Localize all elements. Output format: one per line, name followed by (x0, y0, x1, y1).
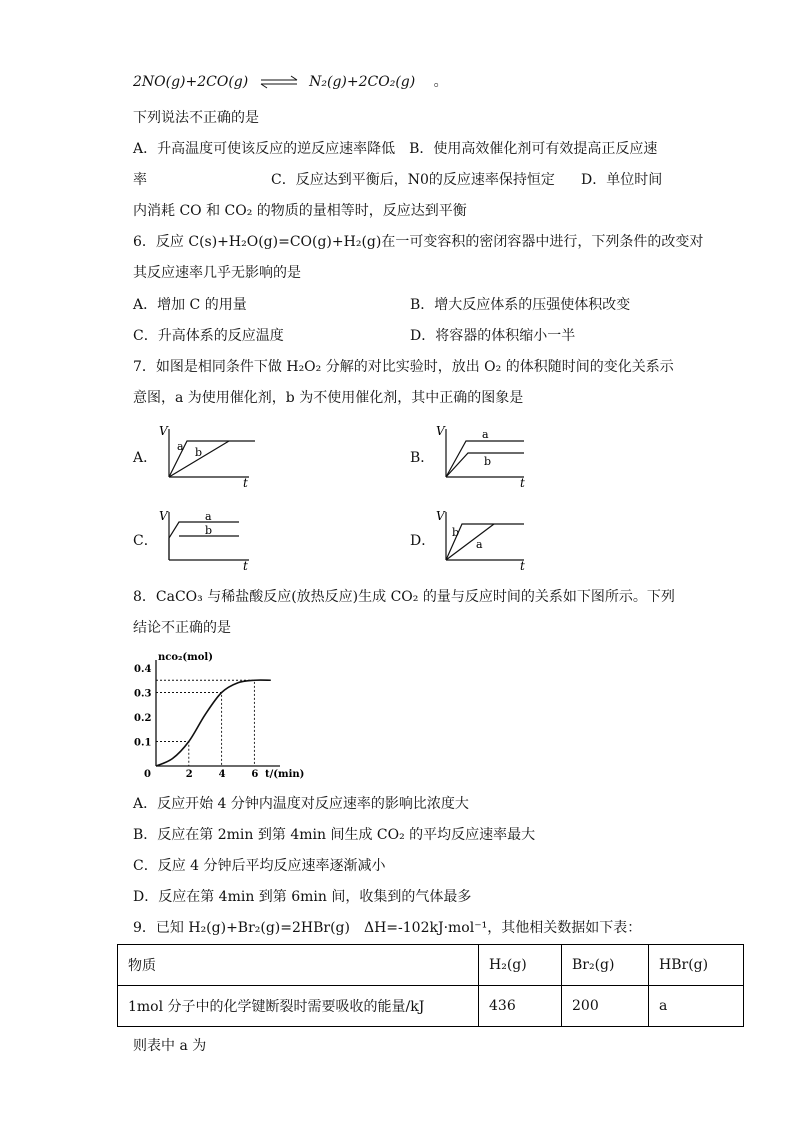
curve-label-a: a (482, 428, 489, 441)
equilibrium-arrow-icon (259, 75, 299, 89)
q8-option-d: D．反应在第 4min 到第 6min 间，收集到的气体最多 (133, 889, 472, 905)
chart-y-tick-label: 0.1 (134, 737, 152, 749)
axis-x-label: t (243, 559, 248, 572)
curve-label-a: a (476, 538, 483, 551)
q7-graph-c (153, 506, 263, 572)
table-cell: 436 (479, 986, 562, 1027)
table-header-cell: H₂(g) (479, 945, 562, 986)
q6-stem1: 6．反应 C(s)+H₂O(g)=CO(g)+H₂(g)在一可变容积的密闭容器中进行，下列条件的改变对 (133, 234, 704, 250)
table-header-cell: 物质 (118, 945, 479, 986)
table-cell: 200 (562, 986, 649, 1027)
equilibrium-equation (133, 71, 448, 91)
axis-y-label: V (159, 424, 168, 438)
q7-stem2: 意图，a 为使用催化剂，b 为不使用催化剂，其中正确的图象是 (133, 390, 524, 406)
q8-option-b: B．反应在第 2min 到第 4min 间生成 CO₂ 的平均反应速率最大 (133, 827, 536, 843)
q7-option-b-label: B． (410, 450, 435, 466)
axis-y-label: V (436, 509, 445, 523)
q6-stem2: 其反应速率几乎无影响的是 (133, 265, 301, 281)
q8-chart (130, 646, 310, 784)
q8-option-c: C．反应 4 分钟后平均反应速率逐渐减小 (133, 858, 386, 874)
q6-option-d: D．将容器的体积缩小一半 (410, 328, 576, 344)
table-header-cell: Br₂(g) (562, 945, 649, 986)
q6-option-b: B．增大反应体系的压强使体积改变 (410, 297, 631, 313)
q6-option-c: C．升高体系的反应温度 (133, 328, 284, 344)
bond-energy-table (117, 944, 744, 1027)
q5-stem: 下列说法不正确的是 (133, 110, 259, 126)
q8-stem2: 结论不正确的是 (133, 620, 231, 636)
chart-x-tick-label: 4 (218, 769, 226, 780)
equation-tail: 。 (433, 74, 448, 90)
q8-option-a: A．反应开始 4 分钟内温度对反应速率的影响比浓度大 (133, 796, 469, 812)
chart-x-label: t/(min) (265, 769, 305, 780)
chart-x-tick-label: 0 (144, 769, 151, 780)
chart-x-tick-label: 6 (251, 769, 259, 780)
equation-left: 2NO(g)+2CO(g) (133, 74, 249, 90)
q5-line2b: C．反应达到平衡后，N0的反应速率保持恒定 (271, 172, 555, 188)
chart-guide-line (156, 742, 189, 767)
chart-y-label: nco₂(mol) (158, 652, 213, 663)
curve-label-b: b (484, 455, 492, 468)
curve-label-b: b (205, 524, 213, 537)
q7-graph-b (428, 423, 538, 489)
table-header-row (118, 945, 744, 986)
chart-guide-line (156, 680, 254, 766)
q5-line1: A．升高温度可使该反应的逆反应速率降低 B．使用高效催化剂可有效提高正反应速 (133, 141, 658, 157)
table-header-cell: HBr(g) (649, 945, 744, 986)
chart-y-tick-label: 0.2 (134, 713, 152, 724)
q5-line2a: 率 (133, 172, 147, 188)
q5-line3: 内消耗 CO 和 CO₂ 的物质的量相等时，反应达到平衡 (133, 203, 467, 219)
equation-right: N₂(g)+2CO₂(g) (309, 74, 416, 90)
axis-y-label: V (436, 424, 445, 438)
q6-option-a: A．增加 C 的用量 (133, 297, 247, 313)
chart-y-tick-label: 0.3 (134, 688, 152, 700)
q9-tail: 则表中 a 为 (133, 1038, 207, 1054)
q7-graph-a (153, 423, 263, 489)
axis-x-label: t (243, 476, 248, 489)
chart-y-tick-label: 0.4 (134, 664, 152, 675)
chart-x-tick-label: 2 (185, 769, 193, 780)
chart-series-line (156, 680, 271, 766)
q7-stem1: 7．如图是相同条件下做 H₂O₂ 分解的对比实验时，放出 O₂ 的体积随时间的变化关系示 (133, 359, 674, 375)
table-cell: 1mol 分子中的化学键断裂时需要吸收的能量/kJ (118, 986, 479, 1027)
table-row (118, 986, 744, 1027)
curve-a (169, 522, 239, 560)
curve-label-b: b (195, 446, 203, 459)
q7-option-d-label: D． (410, 533, 436, 549)
q5-line2c: D．单位时间 (581, 172, 663, 188)
axis-y-label: V (159, 509, 168, 523)
q8-stem1: 8．CaCO₃ 与稀盐酸反应(放热反应)生成 CO₂ 的量与反应时间的关系如下图所示。下列 (133, 589, 675, 605)
q7-option-a-label: A． (133, 450, 158, 466)
q7-graph-d (428, 506, 538, 572)
curve-label-a: a (205, 510, 212, 523)
curve-label-a: a (177, 440, 184, 453)
q7-option-c-label: C． (133, 533, 158, 549)
axis-x-label: t (520, 559, 525, 572)
q9-stem: 9．已知 H₂(g)+Br₂(g)=2HBr(g) ΔH=-102kJ·mol⁻¹，其他相关数据如下表： (133, 920, 642, 936)
axis-x-label: t (520, 476, 525, 489)
table-cell: a (649, 986, 744, 1027)
curve-label-b: b (452, 526, 460, 539)
